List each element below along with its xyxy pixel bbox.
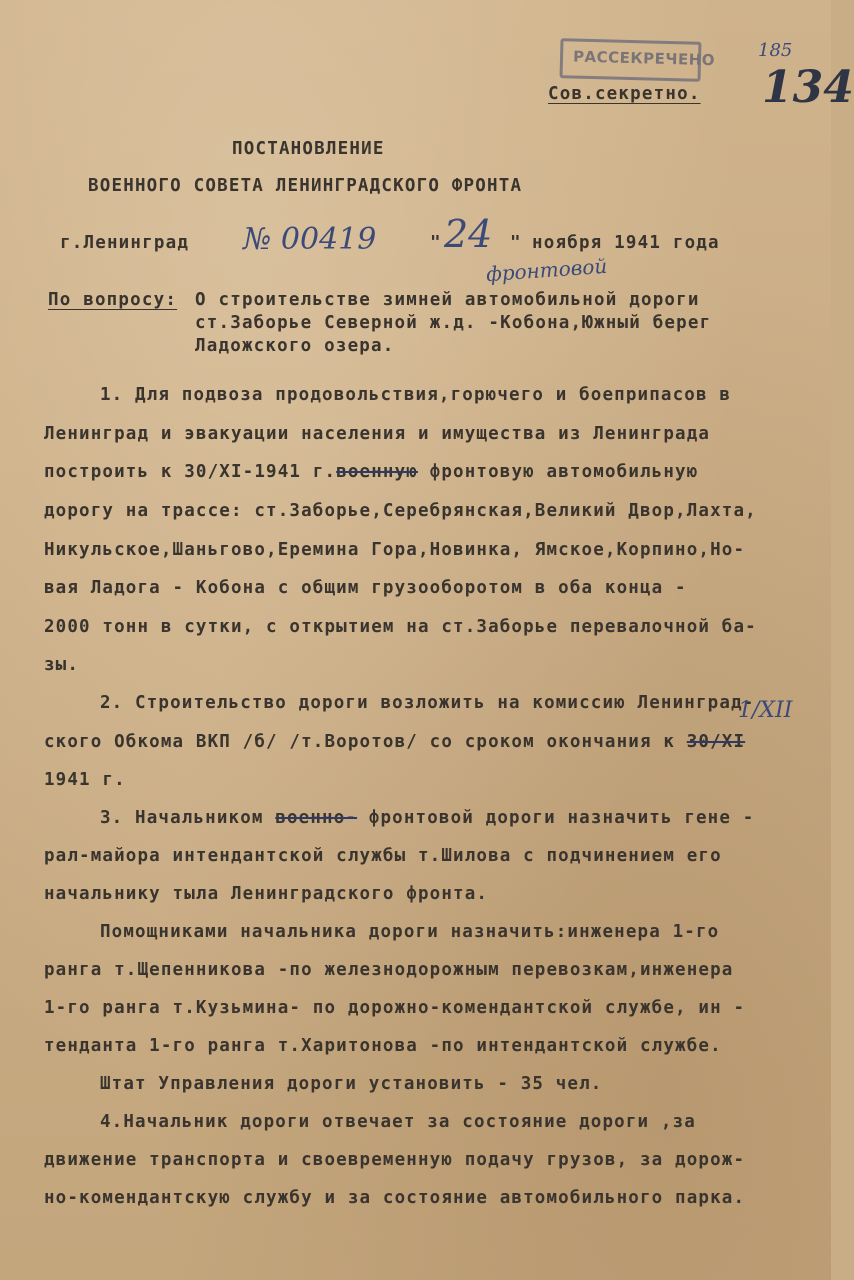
text-line: 1-го ранга т.Кузьмина- по дорожно-комендантской службе, ин - [44,998,746,1018]
text-line [44,732,745,752]
day-quote-open: " [430,233,442,253]
page-number-large: 134 [762,62,854,113]
text-line: Ленинград и эвакуации населения и имущества из Ленинграда [44,424,711,444]
handwritten-date: 1/XII [738,698,793,723]
text-line: зы. [44,655,80,675]
stamp-text: РАССЕКРЕЧЕНО [572,47,716,70]
document-title: ПОСТАНОВЛЕНИЕ [232,139,385,159]
handwritten-insert: фронтовой [485,253,608,287]
page-number-small: 185 [758,40,793,61]
month-year: ноября 1941 года [532,233,720,253]
text-line: 4.Начальник дороги отвечает за состояние дороги ,за [100,1112,696,1132]
subject-line: Ладожского озера. [195,336,395,356]
struck-word: военно- [275,808,358,828]
document-day: 24 [444,212,493,256]
text-line: но-комендантскую службу и за состояние автомобильного парка. [44,1188,746,1208]
text-line [44,462,698,482]
subject-line: О строительстве зимней автомобильной дороги [195,290,700,310]
text-line: 2. Строительство дороги возложить на комиссию Ленинград- [100,693,755,713]
text-line: тенданта 1-го ранга т.Харитонова -по интендантской службе. [44,1036,722,1056]
text-segment: ского Обкома ВКП /б/ /т.Воротов/ со сроком окончания к [44,732,687,752]
document-number: № 00419 [243,222,377,257]
text-segment: фронтовую автомобильную [417,462,699,482]
text-line: дорогу на трассе: ст.Заборье,Серебрянская,Великий Двор,Лахта, [44,501,757,521]
text-segment: построить к 30/XI-1941 г. [44,462,337,482]
subject-label: По вопросу: [48,290,178,310]
struck-date: 30/XI [686,732,746,752]
text-line: Помощниками начальника дороги назначить:инженера 1-го [100,922,720,942]
declassified-stamp [560,38,716,82]
subject-line: ст.Заборье Северной ж.д. -Кобона,Южный берег [195,313,712,333]
day-quote-close: " [510,233,522,253]
text-line: Никульское,Шаньгово,Еремина Гора,Новинка, Ямское,Корпино,Но- [44,540,746,560]
text-line: 1. Для подвоза продовольствия,горючего и боеприпасов в [100,385,732,405]
text-line: 1941 г. [44,770,126,790]
text-line: рал-майора интендантской службы т.Шилова с подчинением его [44,846,722,866]
text-line: вая Ладога - Кобона с общим грузооборотом в оба конца - [44,578,687,598]
text-line: начальнику тыла Ленинградского фронта. [44,884,489,904]
text-line: 2000 тонн в сутки, с открытием на ст.Заборье перевалочной ба- [44,617,757,637]
text-segment: фронтовой дороги назначить гене - [357,808,755,828]
text-line: Штат Управления дороги установить - 35 чел. [100,1074,603,1094]
classification-mark: Сов.секретно. [548,84,701,104]
document-subtitle: ВОЕННОГО СОВЕТА ЛЕНИНГРАДСКОГО ФРОНТА [88,176,523,196]
text-line: движение транспорта и своевременную подачу грузов, за дорож- [44,1150,746,1170]
text-line: ранга т.Щепенникова -по железнодорожным перевозкам,инженера [44,960,734,980]
text-segment: 3. Начальником [100,808,276,828]
struck-word: военную [336,462,418,482]
city: г.Ленинград [60,233,190,253]
text-line [100,808,754,828]
